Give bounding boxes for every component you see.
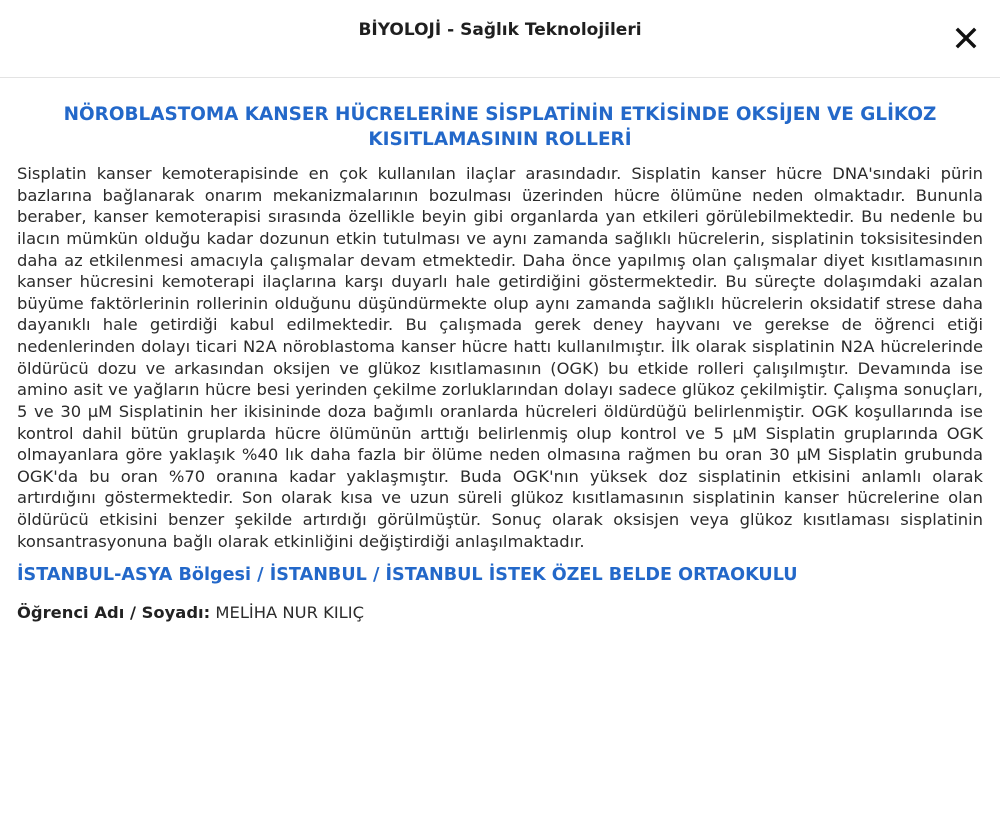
project-title: NÖROBLASTOMA KANSER HÜCRELERİNE SİSPLATİNİN ETKİSİNDE OKSİJEN VE GLİKOZ KISITLAMASININ ROLLERİ (63, 104, 937, 150)
student-info (17, 602, 983, 624)
school-region: İSTANBUL-ASYA Bölgesi / İSTANBUL / İSTANBUL İSTEK ÖZEL BELDE ORTAOKULU (17, 565, 798, 586)
modal-header (0, 0, 1000, 78)
project-abstract: Sisplatin kanser kemoterapisinde en çok kullanılan ilaçlar arasındadır. Sisplatin kanser hücre DNA'sındaki pürin bazlarına bağlanarak onarım mekanizmalarının bozulması üzerinden hücre ölümüne neden olmaktadır. Bununla beraber, kanser kemoterapisi sırasında özellikle beyin gibi organlarda yan etkileri görülebilmektedir. Bu nedenle bu ilacın mümkün olduğu kadar dozunun etkin tutulması ve aynı zamanda sağlıklı hücrelerin, sisplatinin toksisitesinden daha az etkilenmesi amacıyla çalışmalar devam etmektedir. Daha önce yapılmış olan çalışmalar diyet kısıtlamasının kanser hücresini kemoterapi ilaçlarına karşı duyarlı hale getirdiğini göstermektedir. Bu süreçte dolaşımdaki azalan büyüme faktörlerinin rollerinin olduğunu düşündürmekte olup aynı zamanda sağlıklı hücrelerin oksidatif strese daha dayanıklı hale getirdiği kabul edilmektedir. Bu çalışmada gerek deney hayvanı ve gerekse de öğrenci etiği nedenlerinden dolayı ticari N2A nöroblastoma kanser hücre hattı kullanılmıştır. İlk olarak sisplatinin N2A hücrelerinde öldürücü dozu ve arkasından oksijen ve glükoz kısıtlamasının (OGK) bu etkide rolleri çalışılmıştır. Devamında ise amino asit ve yağların hücre besi yerinden çekilme zorluklarından dolayı sadece glükoz çekilmiştir. Çalışma sonuçları, 5 ve 30 µM Sisplatinin her ikisininde doza bağımlı oranlarda hücreleri öldürdüğü belirlenmiştir. OGK koşullarında ise kontrol dahil bütün gruplarda hücre ölümünün arttığı belirlenmiş olup kontrol ve 5 µM Sisplatin gruplarında OGK olmayanlara göre yaklaşık %40 lık daha fazla bir ölüme neden olmasına rağmen bu oran 30 µM Sisplatin grubunda OGK'da bu oran %70 oranına kadar yaklaşmıştır. Buda OGK'nın yüksek doz sisplatinin etkisini anlamlı olarak artırdığını göstermektedir. Son olarak kısa ve uzun süreli glükoz kısıtlamasının sisplatinin kanser hücrelerine olan öldürücü etkisini benzer şekilde artırdığı görülmüştür. Sonuç olarak oksisjen veya glükoz kısıtlaması sisplatinin konsantrasyonuna bağlı olarak etkinliğini değiştirdiği anlaşılmaktadır. (17, 164, 983, 551)
close-button[interactable] (954, 26, 978, 50)
student-name: MELİHA NUR KILIÇ (215, 603, 365, 623)
modal-body (0, 102, 1000, 624)
close-icon (954, 26, 978, 50)
modal-title: BİYOLOJİ - Sağlık Teknolojileri (358, 20, 642, 40)
student-label: Öğrenci Adı / Soyadı: (17, 603, 211, 623)
